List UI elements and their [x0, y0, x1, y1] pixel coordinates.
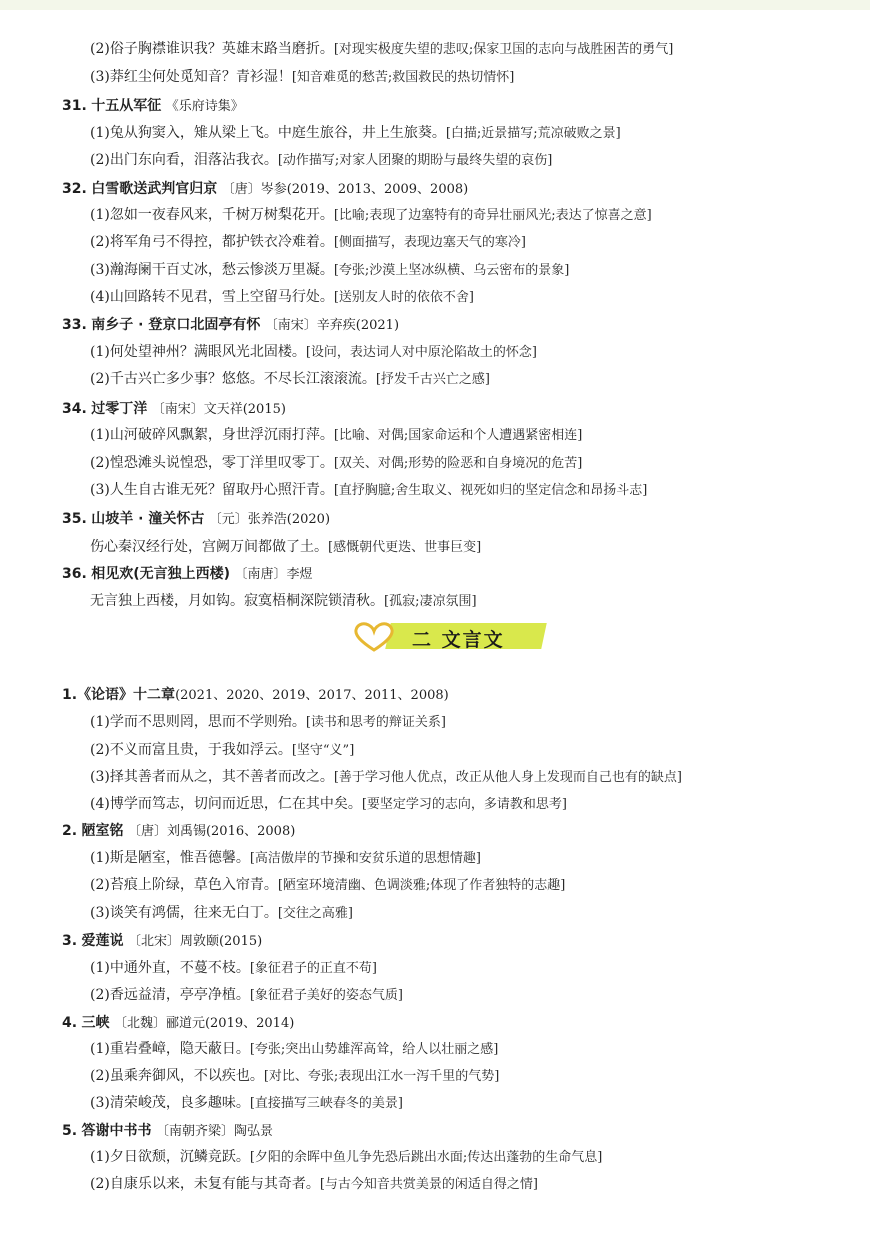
line-text: (1)重岩叠嶂，隐天蔽日。: [90, 1041, 250, 1057]
poem-line: [90, 259, 569, 279]
line-note: [比喻、对偶;国家命运和个人遭遇紧密相连]: [333, 428, 583, 443]
entry-heading: [62, 563, 313, 583]
entry-heading: [62, 508, 330, 528]
poem-line: [90, 204, 652, 224]
entry-heading: [62, 1120, 273, 1140]
line-note: [与古今知音共赏美景的闲适自得之情]: [319, 1177, 538, 1192]
line-text: (2)不义而富且贵，于我如浮云。: [90, 742, 292, 758]
line-note: [象征君子的正直不苟]: [249, 961, 377, 976]
entry-title: 南乡子 · 登京口北固亭有怀: [91, 317, 261, 333]
prose-line: [90, 1065, 499, 1085]
line-note: [夕阳的余晖中鱼儿争先恐后跳出水面;传达出蓬勃的生命气息]: [249, 1150, 603, 1165]
line-text: (3)谈笑有鸿儒，往来无白丁。: [90, 905, 278, 921]
line-text: (1)何处望神州？满眼风光北固楼。: [90, 344, 306, 360]
line-text: (2)出门东向看，泪落沾我衣。: [90, 152, 278, 168]
entry-title: 十五从军征: [91, 98, 162, 114]
poem-line: [90, 38, 673, 58]
line-note: [感慨朝代更迭、世事巨变]: [328, 540, 482, 555]
entry-number: 35.: [62, 511, 87, 527]
entry-meta: 〔北宋〕周敦颐(2015): [127, 934, 263, 949]
line-note: [直抒胸臆;舍生取义、视死如归的坚定信念和昂扬斗志]: [333, 483, 648, 498]
entry-meta: 〔南宋〕文天祥(2015): [151, 402, 286, 417]
entry-title: 过零丁洋: [91, 401, 148, 417]
line-text: (3)择其善者而从之，其不善者而改之。: [90, 769, 334, 785]
poem-line: [90, 66, 514, 86]
entry-heading: [62, 398, 286, 418]
heart-icon: [352, 621, 396, 653]
prose-line: [90, 1038, 498, 1058]
poem-line: [90, 149, 552, 169]
line-note: [双关、对偶;形势的险恶和自身境况的危苦]: [333, 456, 583, 471]
line-text: (2)自康乐以来，未复有能与其奇者。: [90, 1176, 320, 1192]
line-note: [动作描写;对家人团聚的期盼与最终失望的哀伤]: [277, 153, 553, 168]
poem-line: [90, 536, 481, 556]
line-text: (3)莽红尘何处觅知音？青衫湿！: [90, 69, 292, 85]
line-note: [陋室环境清幽、色调淡雅;体现了作者独特的志趣]: [277, 878, 566, 893]
poem-line: [90, 424, 582, 444]
entry-number: 36.: [62, 566, 87, 582]
poem-line: [90, 590, 477, 610]
entry-meta: 〔南唐〕李煜: [234, 567, 313, 582]
line-text: (2)千古兴亡多少事？悠悠。不尽长江滚滚流。: [90, 371, 376, 387]
line-note: [交往之高雅]: [277, 906, 353, 921]
entry-title: 三峡: [81, 1015, 110, 1031]
line-text: (2)惶恐滩头说惶恐，零丁洋里叹零丁。: [90, 455, 334, 471]
line-text: (2)俗子胸襟谁识我？英雄末路当磨折。: [90, 41, 334, 57]
poem-line: [90, 341, 537, 361]
prose-line: [90, 1146, 602, 1166]
line-note: [设问，表达词人对中原沦陷故土的怀念]: [305, 345, 537, 360]
line-note: [白描;近景描写;荒凉破败之景]: [445, 126, 621, 141]
entry-title: 陋室铭: [81, 823, 124, 839]
line-note: [对比、夸张;表现出江水一泻千里的气势]: [263, 1069, 500, 1084]
poem-line: [90, 479, 647, 499]
section-title: 二 文言文: [412, 629, 505, 651]
line-text: (1)中通外直，不蔓不枝。: [90, 960, 250, 976]
line-note: [送别友人时的依依不舍]: [333, 290, 474, 305]
entry-number: 5.: [62, 1123, 78, 1139]
line-text: (2)将军角弓不得控，都护铁衣冷难着。: [90, 234, 334, 250]
line-text: (1)忽如一夜春风来，千树万树梨花开。: [90, 207, 334, 223]
prose-line: [90, 1173, 538, 1193]
entry-heading: [62, 314, 399, 334]
entry-heading: [62, 930, 262, 950]
line-note: [善于学习他人优点，改正从他人身上发现而自己也有的缺点]: [333, 770, 682, 785]
entry-meta: 〔唐〕岑参(2019、2013、2009、2008): [221, 182, 469, 197]
line-text: (4)博学而笃志，切问而近思，仁在其中矣。: [90, 796, 362, 812]
entry-title: 《论语》十二章: [77, 687, 176, 703]
entry-meta: 〔南宋〕辛弃疾(2021): [264, 318, 400, 333]
line-note: [夸张;突出山势雄浑高耸，给人以壮丽之感]: [249, 1042, 499, 1057]
poem-line: [90, 286, 474, 306]
entry-meta: 〔元〕张养浩(2020): [208, 512, 331, 527]
prose-line: [90, 902, 353, 922]
line-note: [象征君子美好的姿态气质]: [249, 988, 403, 1003]
prose-line: [90, 847, 481, 867]
line-note: [比喻;表现了边塞特有的奇异壮丽风光;表达了惊喜之意]: [333, 208, 652, 223]
entry-heading: [62, 684, 449, 704]
entry-number: 4.: [62, 1015, 78, 1031]
line-note: [高洁傲岸的节操和安贫乐道的思想情趣]: [249, 851, 481, 866]
poem-line: [90, 231, 526, 251]
line-text: (3)瀚海阑干百丈冰，愁云惨淡万里凝。: [90, 262, 334, 278]
entry-meta: (2021、2020、2019、2017、2011、2008): [175, 688, 449, 703]
entry-heading: [62, 95, 244, 115]
line-text: (2)苔痕上阶绿，草色入帘青。: [90, 877, 278, 893]
entry-number: 2.: [62, 823, 78, 839]
entry-number: 32.: [62, 181, 87, 197]
line-text: (3)清荣峻茂，良多趣味。: [90, 1095, 250, 1111]
entry-meta: 《乐府诗集》: [165, 99, 244, 114]
line-text: 无言独上西楼，月如钩。寂寞梧桐深院锁清秋。: [90, 593, 384, 609]
prose-line: [90, 957, 377, 977]
entry-number: 3.: [62, 933, 78, 949]
line-text: (3)人生自古谁无死？留取丹心照汗青。: [90, 482, 334, 498]
entry-number: 31.: [62, 98, 87, 114]
line-note: [要坚定学习的志向，多请教和思考]: [361, 797, 567, 812]
line-note: [夸张;沙漠上坚冰纵横、乌云密布的景象]: [333, 263, 570, 278]
entry-title: 白雪歌送武判官归京: [91, 181, 218, 197]
line-note: [坚守“义”]: [291, 743, 355, 758]
entry-heading: [62, 1012, 294, 1032]
entry-meta: 〔北魏〕郦道元(2019、2014): [113, 1016, 295, 1031]
entry-heading: [62, 820, 295, 840]
prose-line: [90, 874, 565, 894]
poem-line: [90, 452, 582, 472]
entry-meta: 〔南朝齐梁〕陶弘景: [155, 1124, 273, 1139]
entry-number: 1.: [62, 687, 78, 703]
line-text: (1)学而不思则罔，思而不学则殆。: [90, 714, 306, 730]
prose-line: [90, 739, 354, 759]
entry-meta: 〔唐〕刘禹锡(2016、2008): [127, 824, 296, 839]
entry-title: 答谢中书书: [81, 1123, 152, 1139]
line-text: (1)夕日欲颓，沉鳞竞跃。: [90, 1149, 250, 1165]
line-note: [对现实极度失望的悲叹;保家卫国的志向与战胜困苦的勇气]: [333, 42, 674, 57]
prose-line: [90, 984, 403, 1004]
line-note: [孤寂;凄凉氛围]: [384, 594, 477, 609]
line-text: (1)斯是陋室，惟吾德馨。: [90, 850, 250, 866]
line-note: [侧面描写，表现边塞天气的寒冷]: [333, 235, 526, 250]
poem-line: [90, 368, 490, 388]
line-text: (1)兔从狗窦入，雉从梁上飞。中庭生旅谷，井上生旅葵。: [90, 125, 446, 141]
line-text: 伤心秦汉经行处，宫阙万间都做了土。: [90, 539, 328, 555]
line-text: (2)虽乘奔御风，不以疾也。: [90, 1068, 264, 1084]
entry-heading: [62, 178, 468, 198]
prose-line: [90, 1092, 403, 1112]
line-text: (4)山回路转不见君，雪上空留马行处。: [90, 289, 334, 305]
entry-number: 33.: [62, 317, 87, 333]
prose-line: [90, 793, 567, 813]
poem-line: [90, 122, 621, 142]
prose-line: [90, 766, 682, 786]
line-note: [抒发千古兴亡之感]: [375, 372, 490, 387]
entry-number: 34.: [62, 401, 87, 417]
prose-line: [90, 711, 446, 731]
line-text: (1)山河破碎风飘絮，身世浮沉雨打萍。: [90, 427, 334, 443]
line-note: [知音难觅的愁苦;救国救民的热切情怀]: [291, 70, 515, 85]
entry-title: 山坡羊 · 潼关怀古: [91, 511, 205, 527]
section-banner: [350, 621, 544, 653]
line-text: (2)香远益清，亭亭净植。: [90, 987, 250, 1003]
entry-title: 相见欢(无言独上西楼): [91, 566, 231, 582]
line-note: [读书和思考的辩证关系]: [305, 715, 446, 730]
line-note: [直接描写三峡春冬的美景]: [249, 1096, 403, 1111]
entry-title: 爱莲说: [81, 933, 124, 949]
